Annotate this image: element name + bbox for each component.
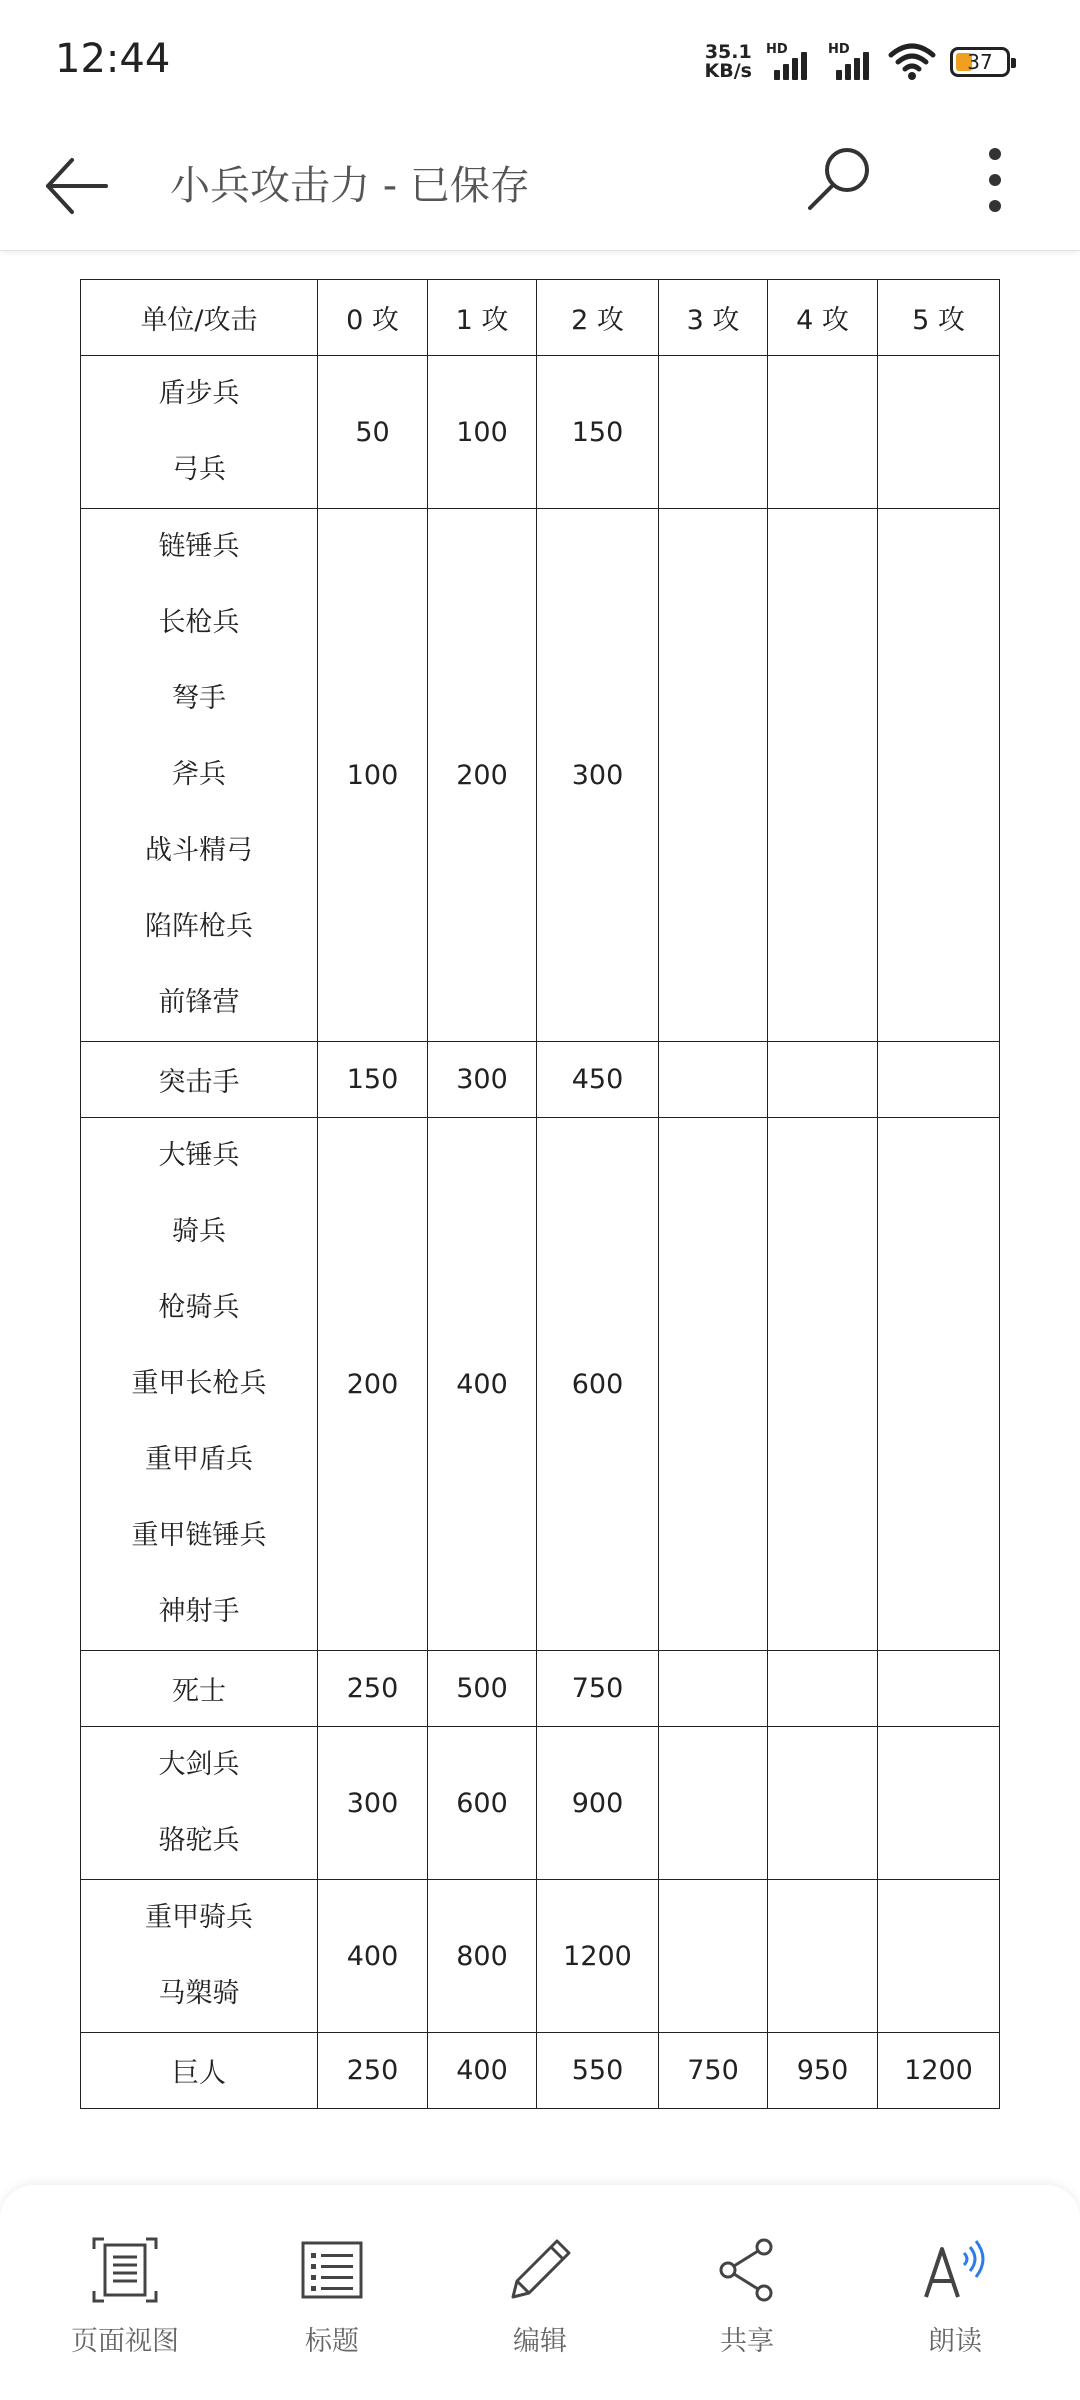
- value-cell: 150: [537, 356, 659, 509]
- unit-name: 弩手: [172, 683, 226, 714]
- document-title: 小兵攻击力 - 已保存: [170, 163, 530, 209]
- unit-name: 盾步兵: [158, 378, 240, 409]
- table-row: [81, 1042, 1000, 1118]
- value-cell: [659, 1042, 768, 1118]
- app-bar: [0, 120, 1080, 251]
- unit-name: 马槊骑: [158, 1978, 240, 2009]
- unit-name: 前锋营: [158, 987, 240, 1018]
- value-cell: [659, 1651, 768, 1727]
- signal-icon-sim1: [764, 42, 812, 82]
- value-cell: 200: [428, 509, 537, 1042]
- header-cell: 2 攻: [537, 280, 659, 356]
- value-cell: 900: [537, 1727, 659, 1880]
- read-aloud-button[interactable]: [880, 2235, 1030, 2358]
- unit-cell: 突击手: [81, 1042, 318, 1118]
- value-cell: [878, 356, 1000, 509]
- headings-icon: [297, 2235, 367, 2305]
- value-cell: [768, 356, 878, 509]
- value-cell: 250: [318, 2033, 428, 2109]
- value-cell: 50: [318, 356, 428, 509]
- page-view-icon: [90, 2235, 160, 2305]
- header-cell: 5 攻: [878, 280, 1000, 356]
- network-speed: [705, 43, 752, 81]
- wifi-icon: [888, 43, 936, 81]
- table-row: [81, 356, 1000, 509]
- value-cell: 950: [768, 2033, 878, 2109]
- value-cell: 300: [428, 1042, 537, 1118]
- table-row: [81, 1727, 1000, 1880]
- attack-table: [80, 279, 1000, 2109]
- value-cell: [659, 1727, 768, 1880]
- battery-icon: [950, 47, 1010, 77]
- value-cell: [878, 509, 1000, 1042]
- value-cell: [659, 509, 768, 1042]
- read-aloud-icon: [920, 2235, 990, 2305]
- edit-button[interactable]: [465, 2235, 615, 2358]
- header-cell: 0 攻: [318, 280, 428, 356]
- value-cell: 200: [318, 1118, 428, 1651]
- value-cell: 250: [318, 1651, 428, 1727]
- unit-cell: [81, 1727, 318, 1880]
- value-cell: 400: [428, 2033, 537, 2109]
- pencil-icon: [505, 2235, 575, 2305]
- unit-name: 陷阵枪兵: [145, 911, 253, 942]
- unit-name: 重甲盾兵: [145, 1444, 253, 1475]
- value-cell: 750: [659, 2033, 768, 2109]
- unit-cell: [81, 509, 318, 1042]
- table-row: [81, 2033, 1000, 2109]
- value-cell: [768, 1727, 878, 1880]
- unit-name: 神射手: [158, 1596, 240, 1627]
- value-cell: 600: [428, 1727, 537, 1880]
- table-row: [81, 1880, 1000, 2033]
- unit-name: 骆驼兵: [158, 1825, 240, 1856]
- status-bar: [0, 0, 1080, 120]
- unit-name: 战斗精弓: [145, 835, 253, 866]
- signal-hd-label: HD: [828, 42, 850, 57]
- value-cell: [768, 1880, 878, 2033]
- value-cell: [659, 356, 768, 509]
- value-cell: 800: [428, 1880, 537, 2033]
- more-options-icon[interactable]: [965, 140, 1025, 220]
- value-cell: [768, 1042, 878, 1118]
- document-content: [80, 279, 1000, 2109]
- unit-name: 大锤兵: [158, 1140, 240, 1171]
- status-time: 12:44: [55, 36, 171, 82]
- nav-label: 编辑: [513, 2326, 567, 2357]
- value-cell: 400: [428, 1118, 537, 1651]
- value-cell: 600: [537, 1118, 659, 1651]
- value-cell: [878, 1118, 1000, 1651]
- unit-cell: [81, 1118, 318, 1651]
- value-cell: 1200: [878, 2033, 1000, 2109]
- unit-cell: [81, 356, 318, 509]
- value-cell: [768, 1651, 878, 1727]
- network-speed-unit: KB/s: [704, 60, 752, 82]
- unit-cell: 巨人: [81, 2033, 318, 2109]
- header-cell: 1 攻: [428, 280, 537, 356]
- value-cell: 150: [318, 1042, 428, 1118]
- value-cell: [878, 1042, 1000, 1118]
- value-cell: 450: [537, 1042, 659, 1118]
- unit-name: 枪骑兵: [158, 1292, 240, 1323]
- search-icon[interactable]: [800, 140, 880, 220]
- battery-level: 37: [967, 50, 993, 74]
- header-cell: 单位/攻击: [81, 280, 318, 356]
- value-cell: [659, 1118, 768, 1651]
- unit-cell: [81, 1880, 318, 2033]
- signal-hd-label: HD: [766, 42, 788, 57]
- table-header-row: [81, 280, 1000, 356]
- share-button[interactable]: [672, 2235, 822, 2358]
- table-row: [81, 509, 1000, 1042]
- headings-button[interactable]: [257, 2235, 407, 2358]
- status-icons: [705, 40, 1010, 84]
- value-cell: 300: [537, 509, 659, 1042]
- unit-name: 重甲骑兵: [145, 1902, 253, 1933]
- unit-name: 重甲长枪兵: [131, 1368, 267, 1399]
- nav-label: 页面视图: [71, 2326, 179, 2357]
- page-view-button[interactable]: [50, 2235, 200, 2358]
- value-cell: 550: [537, 2033, 659, 2109]
- unit-name: 重甲链锤兵: [131, 1520, 267, 1551]
- unit-name: 斧兵: [172, 759, 226, 790]
- network-speed-value: 35.1: [704, 41, 752, 63]
- value-cell: [878, 1880, 1000, 2033]
- back-arrow-icon[interactable]: [40, 146, 120, 226]
- value-cell: [878, 1727, 1000, 1880]
- nav-label: 朗读: [928, 2326, 982, 2357]
- value-cell: 400: [318, 1880, 428, 2033]
- value-cell: 1200: [537, 1880, 659, 2033]
- table-row: [81, 1651, 1000, 1727]
- value-cell: 300: [318, 1727, 428, 1880]
- share-icon: [712, 2235, 782, 2305]
- value-cell: 500: [428, 1651, 537, 1727]
- value-cell: 100: [318, 509, 428, 1042]
- unit-cell: 死士: [81, 1651, 318, 1727]
- header-cell: 4 攻: [768, 280, 878, 356]
- header-cell: 3 攻: [659, 280, 768, 356]
- value-cell: [659, 1880, 768, 2033]
- unit-name: 弓兵: [172, 454, 226, 485]
- unit-name: 链锤兵: [158, 531, 240, 562]
- bottom-toolbar: [0, 2185, 1080, 2400]
- nav-label: 标题: [305, 2326, 359, 2357]
- value-cell: 750: [537, 1651, 659, 1727]
- unit-name: 大剑兵: [158, 1749, 240, 1780]
- unit-name: 骑兵: [172, 1216, 226, 1247]
- value-cell: [768, 1118, 878, 1651]
- value-cell: [878, 1651, 1000, 1727]
- value-cell: [768, 509, 878, 1042]
- nav-label: 共享: [720, 2326, 774, 2357]
- signal-icon-sim2: [826, 42, 874, 82]
- value-cell: 100: [428, 356, 537, 509]
- unit-name: 长枪兵: [158, 607, 240, 638]
- table-row: [81, 1118, 1000, 1651]
